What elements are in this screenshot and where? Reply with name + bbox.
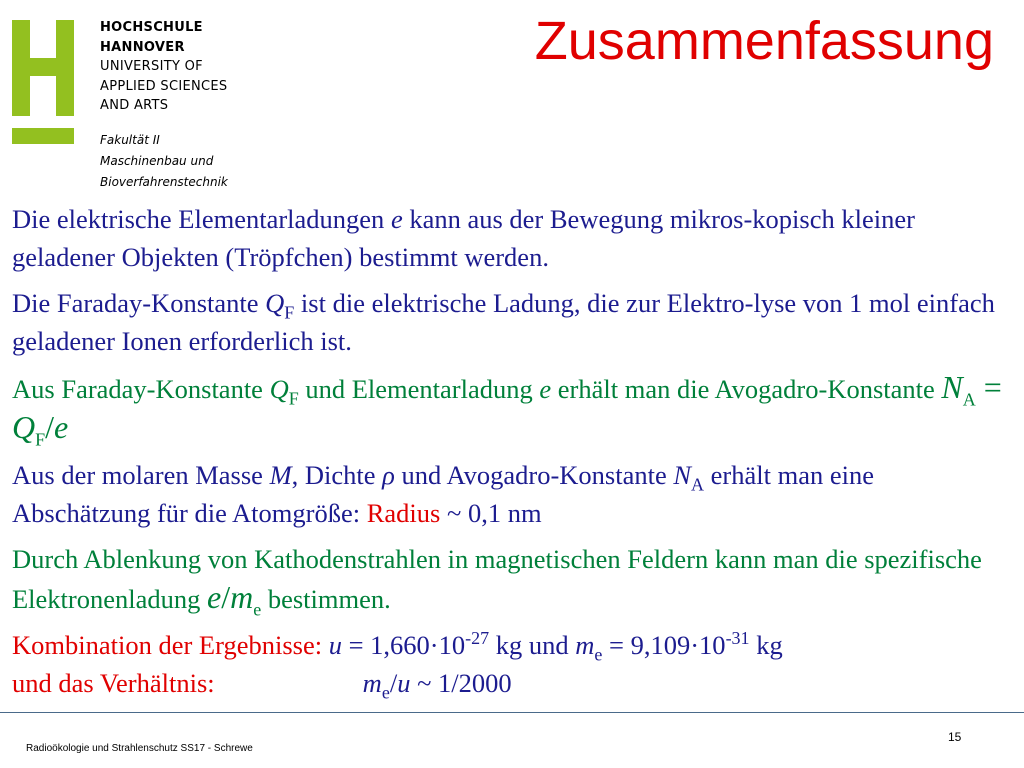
university-name-line: HANNOVER	[100, 39, 185, 55]
slide-title: Zusammenfassung	[534, 11, 994, 71]
paragraph-elementary-charge: Die elektrische Elementarladungen e kann aus der Bewegung mikros-kopisch kleiner geladener Objekten (Tröpfchen) bestimmt werden.	[12, 204, 915, 272]
faculty-line: Maschinenbau und	[100, 154, 214, 168]
university-name-line: APPLIED SCIENCES	[100, 78, 228, 94]
university-name-line: UNIVERSITY OF	[100, 59, 203, 74]
slide-content	[12, 200, 1017, 710]
paragraph-atom-size: Aus der molaren Masse M, Dichte ρ und Avogadro-Konstante $N_A$ erhält man eine Abschätzung für die Atomgröße: Radius ~ 0,1 nm	[12, 460, 875, 528]
footer-divider	[0, 712, 1024, 713]
page-number: 15	[948, 730, 962, 744]
university-logo-icon	[0, 0, 90, 150]
paragraph-specific-charge: Durch Ablenkung von Kathodenstrahlen in magnetischen Feldern kann man die spezifische Elektronenladung $e/m_e$ bestimmen.	[12, 544, 982, 620]
university-name-line: AND ARTS	[100, 98, 169, 113]
paragraph-combination: Kombination der Ergebnisse: $u = 1,660\cdot 10^{-27}$ kg und $m_e = 9,109\cdot 10^{-31}$ kg	[12, 628, 783, 665]
faculty-line: Bioverfahrenstechnik	[100, 175, 228, 189]
paragraph-faraday-constant: Die Faraday-Konstante $Q_F$ ist die elektrische Ladung, die zur Elektro-lyse von 1 mol einfach geladener Ionen erforderlich ist.	[12, 288, 995, 356]
paragraph-ratio: und das Verhältnis: $m_e/u$ ~ 1/2000	[12, 668, 512, 703]
footer-text: Radioökologie und Strahlenschutz SS17 - Schrewe	[26, 743, 253, 754]
university-name	[100, 18, 227, 116]
faculty-line: Fakultät II	[100, 133, 160, 147]
faculty-name	[100, 130, 228, 193]
university-name-line: HOCHSCHULE	[100, 20, 203, 35]
paragraph-avogadro-constant: Aus Faraday-Konstante $Q_F$ und Elementarladung e erhält man die Avogadro-Konstante $N_A = Q_F/e$	[12, 369, 1002, 450]
